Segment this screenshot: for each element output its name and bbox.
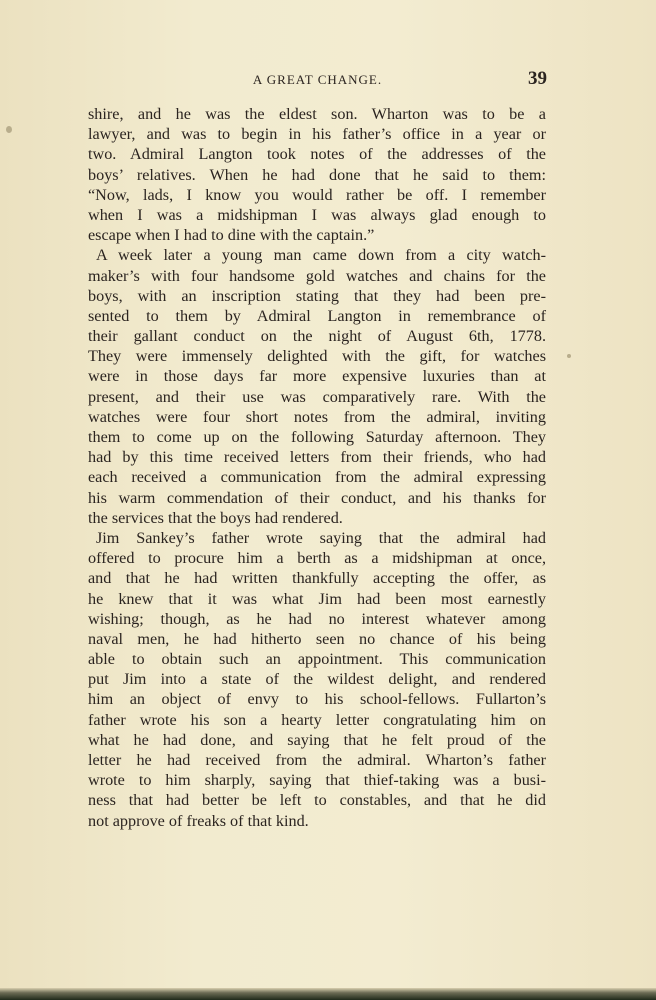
text-line: Jim Sankey’s father wrote saying that the admiral had bbox=[96, 528, 546, 547]
text-line: lawyer, and was to begin in his father’s office in a year or bbox=[88, 125, 546, 144]
text-line: “Now, lads, I know you would rather be off. I remember bbox=[88, 185, 546, 204]
text-line: each received a communication from the admiral expressing bbox=[88, 468, 546, 487]
text-line: their gallant conduct on the night of August 6th, 1778. bbox=[88, 327, 546, 346]
running-title: A GREAT CHANGE. bbox=[252, 72, 383, 87]
text-line: two. Admiral Langton took notes of the addresses of the bbox=[88, 145, 546, 164]
text-line: escape when I had to dine with the captain.” bbox=[88, 226, 375, 245]
text-line: wrote to him sharply, saying that thief-taking was a busi- bbox=[88, 771, 546, 790]
text-line: letter he had received from the admiral. Wharton’s father bbox=[88, 751, 546, 769]
paper-speck bbox=[567, 354, 571, 358]
text-line: him an object of envy to his school-fellows. Fullarton’s bbox=[88, 690, 546, 709]
text-line: shire, and he was the eldest son. Wharton was to be a bbox=[88, 105, 546, 123]
text-line: father wrote his son a hearty letter congratulating him on bbox=[88, 710, 546, 729]
text-line: naval men, he had hitherto seen no chance of his being bbox=[88, 629, 546, 648]
text-line: boys’ relatives. When he had done that he said to them: bbox=[88, 165, 546, 184]
running-head bbox=[88, 70, 547, 92]
text-line: what he had done, and saying that he felt proud of the bbox=[88, 730, 546, 749]
text-line: maker’s with four handsome gold watches and chains for the bbox=[88, 266, 546, 285]
text-line: when I was a midshipman I was always glad enough to bbox=[88, 205, 546, 224]
text-line: A week later a young man came down from a city watch- bbox=[96, 246, 546, 265]
text-line: and that he had written thankfully accepting the offer, as bbox=[88, 569, 546, 588]
page-bottom-edge bbox=[0, 988, 656, 1000]
text-line: sented to them by Admiral Langton in remembrance of bbox=[88, 306, 546, 325]
text-line: wishing; though, as he had no interest whatever among bbox=[88, 609, 546, 628]
text-line: ness that had better be left to constables, and that he did bbox=[88, 791, 546, 810]
text-line: present, and their use was comparatively rare. With the bbox=[88, 387, 546, 406]
paper-speck bbox=[6, 126, 12, 133]
text-line: the services that the boys had rendered. bbox=[88, 508, 343, 527]
text-line: he knew that it was what Jim had been most earnestly bbox=[88, 589, 546, 608]
text-line: offered to procure him a berth as a midshipman at once, bbox=[88, 549, 546, 568]
text-line: them to come up on the following Saturday afternoon. They bbox=[88, 428, 546, 446]
text-line: boys, with an inscription stating that they had been pre- bbox=[88, 286, 546, 305]
text-line: put Jim into a state of the wildest delight, and rendered bbox=[88, 670, 546, 689]
text-line: able to obtain such an appointment. This communication bbox=[88, 650, 546, 669]
body-text bbox=[88, 104, 546, 831]
text-line: They were immensely delighted with the gift, for watches bbox=[88, 347, 546, 366]
text-line: were in those days far more expensive luxuries than at bbox=[88, 367, 546, 386]
page-number: 39 bbox=[528, 68, 547, 89]
text-line: his warm commendation of their conduct, and his thanks for bbox=[88, 488, 546, 507]
text-line: had by this time received letters from their friends, who had bbox=[88, 448, 546, 467]
text-line: not approve of freaks of that kind. bbox=[88, 811, 309, 830]
text-line: watches were four short notes from the admiral, inviting bbox=[88, 407, 546, 426]
